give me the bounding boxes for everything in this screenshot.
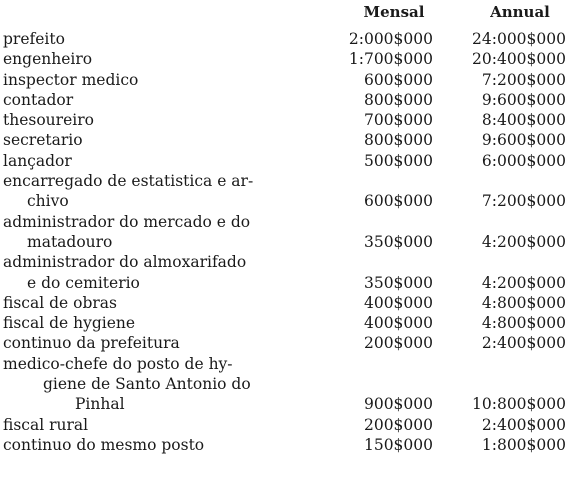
position-title [3,130,313,150]
table-row [3,212,566,253]
position-title [3,171,313,212]
position-title-line: prefeito [3,30,65,48]
monthly-salary: 1:700$000 [348,50,433,69]
annual-salary: 4:200$000 [481,232,566,251]
position-title [3,212,313,253]
position-title [3,435,313,455]
table-row [3,333,566,353]
annual-salary: 9:600$000 [481,90,566,109]
position-title-line: fiscal de hygiene [3,314,136,333]
position-title [3,90,313,110]
position-title-line: contador [3,90,74,109]
position-title [3,110,313,130]
position-title-line: administrador do almoxarifado [3,253,247,272]
column-header-mensal: Mensal [363,3,425,21]
position-title-line: continuo do mesmo posto [3,435,205,454]
monthly-salary: 600$000 [363,70,433,89]
monthly-salary: 500$000 [363,151,433,170]
monthly-salary: 150$000 [363,435,433,454]
table-row [3,110,566,130]
salary-rows [3,29,566,455]
position-title-line: Pinhal [75,395,125,414]
monthly-salary: 200$000 [363,415,433,434]
table-row [3,415,566,435]
table-row [3,90,566,110]
table-row [3,313,566,333]
position-title-line: matadouro [27,232,113,251]
position-title [3,151,313,171]
annual-salary: 1:800$000 [481,435,566,454]
annual-salary: 4:200$000 [481,273,566,292]
annual-salary: 20:400$000 [472,50,566,69]
position-title-line: e do cemiterio [27,273,140,292]
position-title [3,333,313,353]
monthly-salary: 350$000 [363,232,433,251]
position-title [3,29,313,49]
annual-salary: 2:400$000 [481,415,566,434]
table-row [3,252,566,293]
position-title-line: inspector medico [3,70,139,89]
monthly-salary: 800$000 [363,131,433,150]
position-title-line: lançador [3,151,72,170]
table-row [3,435,566,455]
annual-salary: 24:000$000 [472,30,566,48]
position-title-line: secretario [3,131,83,150]
position-title [3,252,313,293]
table-row [3,29,566,49]
table-row [3,151,566,171]
monthly-salary: 900$000 [363,395,433,414]
annual-salary: 4:800$000 [481,314,566,333]
position-title [3,415,313,435]
position-title [3,293,313,313]
monthly-salary: 400$000 [363,293,433,312]
monthly-salary: 600$000 [363,192,433,211]
monthly-salary: 700$000 [363,111,433,130]
annual-salary: 10:800$000 [472,395,566,414]
position-title-line: chivo [27,192,69,211]
annual-salary: 6:000$000 [481,151,566,170]
position-title-line: continuo da prefeitura [3,334,180,353]
table-row [3,354,566,415]
position-title [3,49,313,69]
column-header-annual: Annual [490,3,550,21]
annual-salary: 7:200$000 [481,70,566,89]
table-row [3,171,566,212]
position-title [3,354,313,415]
position-title [3,313,313,333]
table-row [3,70,566,90]
monthly-salary: 2:000$000 [348,30,433,48]
position-title [3,70,313,90]
position-title-line: administrador do mercado e do [3,212,251,231]
position-title-line: medico-chefe do posto de hy- [3,354,233,373]
position-title-line: fiscal rural [3,415,89,434]
annual-salary: 2:400$000 [481,334,566,353]
table-row [3,130,566,150]
monthly-salary: 350$000 [363,273,433,292]
monthly-salary: 200$000 [363,334,433,353]
monthly-salary: 400$000 [363,314,433,333]
annual-salary: 7:200$000 [481,192,566,211]
position-title-line: giene de Santo Antonio do [43,375,251,394]
monthly-salary: 800$000 [363,90,433,109]
position-title-line: thesoureiro [3,111,94,130]
annual-salary: 4:800$000 [481,293,566,312]
annual-salary: 8:400$000 [481,111,566,130]
position-title-line: encarregado de estatistica e ar- [3,172,254,191]
table-row [3,293,566,313]
position-title-line: fiscal de obras [3,293,117,312]
table-row [3,49,566,69]
position-title-line: engenheiro [3,50,93,69]
annual-salary: 9:600$000 [481,131,566,150]
